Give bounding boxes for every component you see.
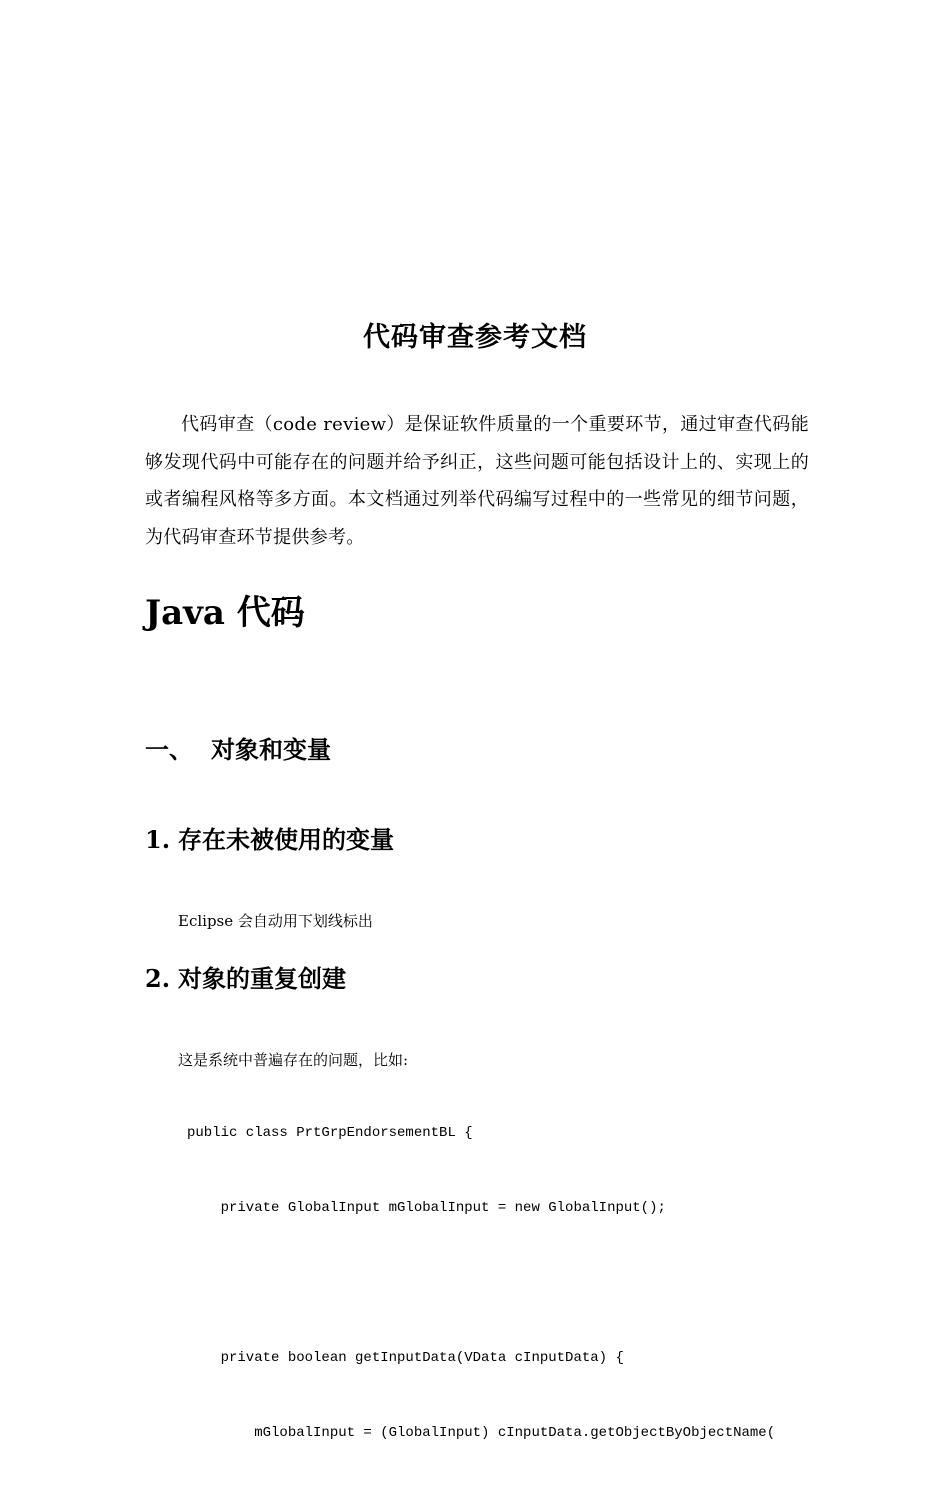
code-line: public class PrtGrpEndorsementBL { — [187, 1125, 473, 1141]
item-text-2: 这是系统中普遍存在的问题，比如: — [178, 1051, 409, 1069]
code-line: private GlobalInput mGlobalInput = new GlobalInput(); — [187, 1200, 666, 1216]
chapter-number: 一、 — [145, 735, 193, 764]
item-heading-2 — [145, 961, 346, 997]
code-line: private boolean getInputData(VData cInputData) { — [187, 1350, 624, 1366]
code-line: mGlobalInput = (GlobalInput) cInputData.getObjectByObjectName( — [187, 1425, 776, 1441]
section-heading-java: Java 代码 — [145, 593, 305, 633]
code-block — [187, 1071, 775, 1496]
document-title: 代码审查参考文档 — [363, 322, 587, 353]
item-title: 对象的重复创建 — [178, 964, 346, 993]
item-number: 1. — [145, 825, 171, 854]
item-text-1: Eclipse 会自动用下划线标出 — [178, 912, 373, 930]
item-title: 存在未被使用的变量 — [178, 825, 394, 854]
code-line — [187, 1271, 775, 1296]
intro-paragraph: 代码审查（code review）是保证软件质量的一个重要环节，通过审查代码能够发现代码中可能存在的问题并给予纠正，这些问题可能包括设计上的、实现上的或者编程风格等多方面。本文档通过列举代码编写过程中的一些常见的细节问题，为代码审查环节提供参考。 — [145, 414, 809, 548]
chapter-title: 对象和变量 — [211, 735, 331, 764]
item-heading-1 — [145, 822, 394, 858]
chapter-heading — [145, 732, 331, 768]
item-number: 2. — [145, 964, 171, 993]
